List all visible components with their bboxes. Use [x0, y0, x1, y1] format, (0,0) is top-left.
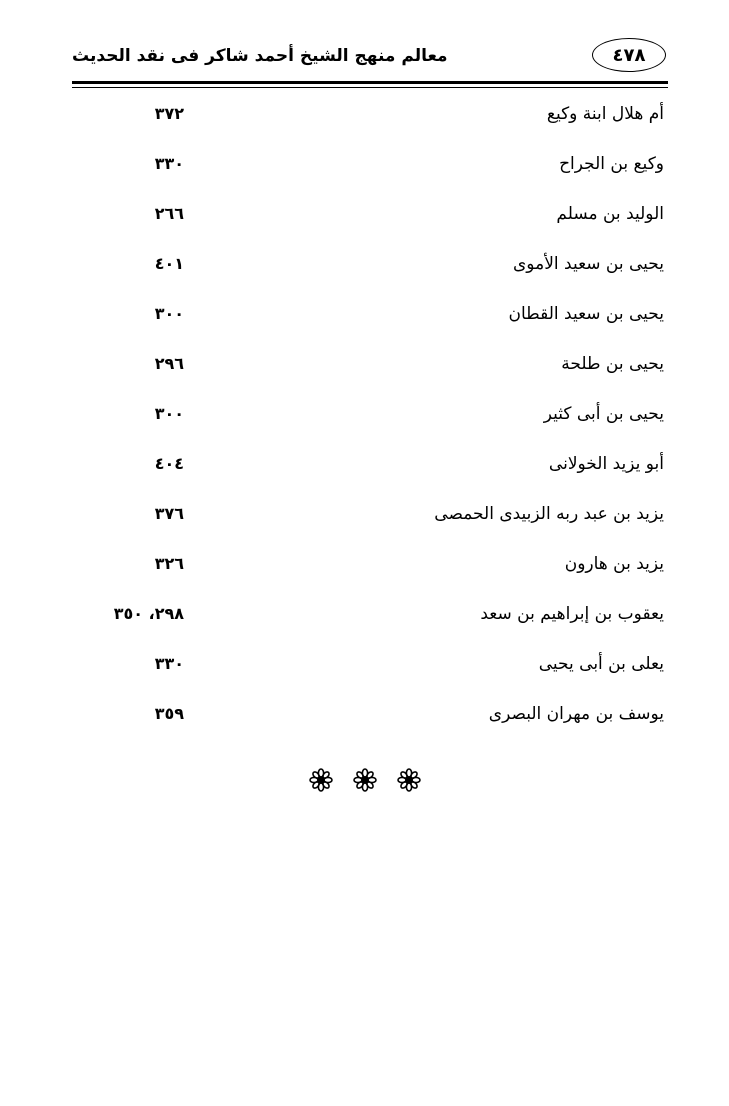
index-entry [72, 696, 668, 746]
index-entry [72, 146, 668, 196]
index-entry [72, 346, 668, 396]
entry-name: يعلى بن أبى يحيى [538, 654, 664, 674]
book-title: معالم منهج الشيخ أحمد شاكر فى نقد الحديث [72, 46, 448, 66]
entry-pages: ٣٠٠ [154, 404, 184, 423]
index-entry [72, 446, 668, 496]
index-entry [72, 246, 668, 296]
entry-name: يوسف بن مهران البصرى [488, 704, 664, 724]
index-list [72, 96, 668, 746]
entry-name: وكيع بن الجراح [559, 154, 664, 174]
entry-pages: ٣٧٦ [154, 504, 184, 523]
index-entry [72, 196, 668, 246]
index-entry [72, 496, 668, 546]
entry-pages: ٣٣٠ [154, 154, 184, 173]
index-entry [72, 96, 668, 146]
entry-name: يزيد بن عبد ربه الزبيدى الحمصى [434, 504, 664, 524]
flower-ornament-icon [397, 768, 421, 792]
entry-name: أبو يزيد الخولانى [548, 454, 664, 474]
entry-pages: ٢٦٦ [154, 204, 184, 223]
entry-pages: ٣٢٦ [154, 554, 184, 573]
flower-ornament-icon [353, 768, 377, 792]
entry-pages: ٣٠٠ [154, 304, 184, 323]
entry-name: الوليد بن مسلم [556, 204, 664, 224]
entry-name: يعقوب بن إبراهيم بن سعد [480, 604, 664, 624]
index-entry [72, 296, 668, 346]
entry-pages: ٣٥٩ [154, 704, 184, 723]
entry-pages: ٢٩٨، ٣٥٠ [113, 604, 184, 623]
running-header [72, 36, 668, 86]
entry-pages: ٤٠١ [154, 254, 184, 273]
entry-pages: ٣٣٠ [154, 654, 184, 673]
section-end-ornaments [0, 768, 729, 792]
index-entry [72, 646, 668, 696]
entry-pages: ٤٠٤ [154, 454, 184, 473]
entry-pages: ٢٩٦ [154, 354, 184, 373]
index-entry [72, 596, 668, 646]
header-rule-thin [72, 87, 668, 88]
entry-name: يحيى بن أبى كثير [543, 404, 664, 424]
entry-name: يزيد بن هارون [564, 554, 664, 574]
entry-name: أم هلال ابنة وكيع [546, 104, 664, 124]
index-entry [72, 546, 668, 596]
entry-name: يحيى بن طلحة [561, 354, 664, 374]
header-rule-thick [72, 81, 668, 84]
index-entry [72, 396, 668, 446]
page-number: ٤٧٨ [592, 38, 666, 72]
flower-ornament-icon [309, 768, 333, 792]
entry-name: يحيى بن سعيد القطان [508, 304, 664, 324]
entry-name: يحيى بن سعيد الأموى [513, 254, 664, 274]
entry-pages: ٣٧٢ [154, 104, 184, 123]
